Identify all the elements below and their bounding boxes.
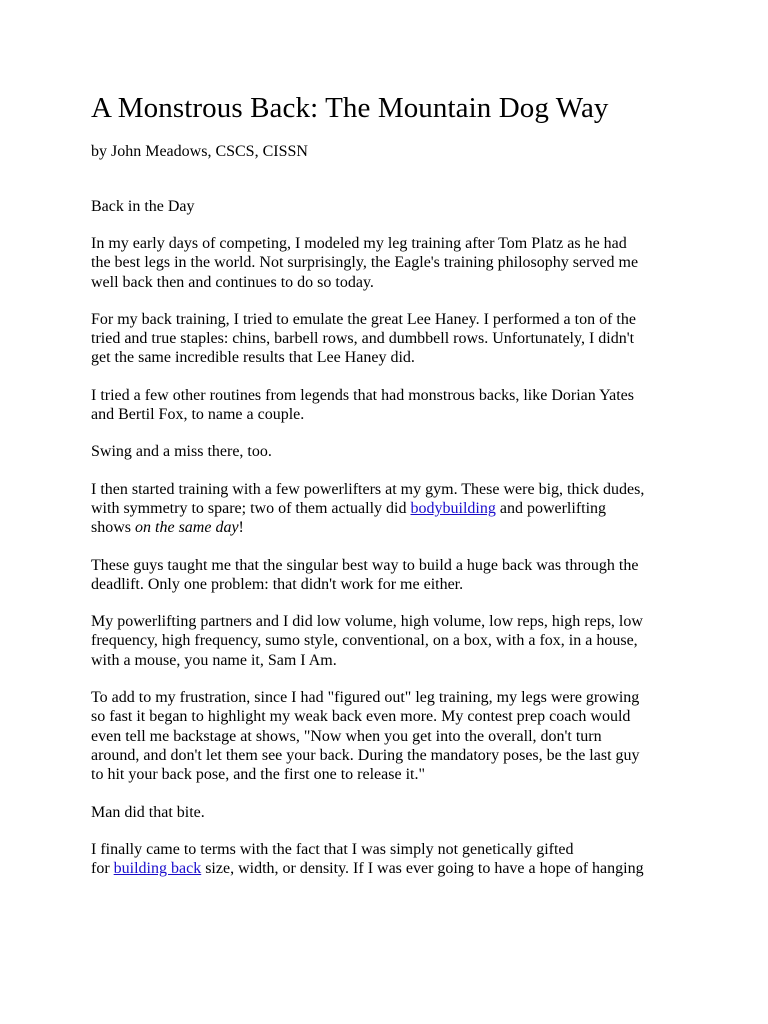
text-line: I finally came to terms with the fact that I was simply not genetically gifted: [91, 840, 574, 858]
text-segment: !: [238, 519, 244, 537]
section-heading: Back in the Day: [91, 198, 195, 215]
text-segment: and powerlifting: [495, 499, 607, 517]
text-line: with a mouse, you name it, Sam I Am.: [91, 651, 337, 669]
text-line: These guys taught me that the singular best way to build a huge back was through the: [91, 556, 639, 574]
text-line: Man did that bite.: [91, 803, 205, 821]
emphasis-text: on the same day: [135, 519, 239, 537]
text-line: get the same incredible results that Lee Haney did.: [91, 349, 415, 367]
paragraph-1: [91, 234, 691, 292]
paragraph-8: [91, 688, 691, 784]
article-title: A Monstrous Back: The Mountain Dog Way: [91, 92, 609, 124]
text-segment: with symmetry to spare; two of them actually did: [91, 499, 411, 517]
paragraph-5: [91, 480, 691, 538]
text-line: to hit your back pose, and the first one to release it.": [91, 766, 425, 784]
text-line: In my early days of competing, I modeled my leg training after Tom Platz as he had: [91, 235, 627, 252]
text-line: My powerlifting partners and I did low volume, high volume, low reps, high reps, low: [91, 613, 643, 631]
bodybuilding-link[interactable]: bodybuilding: [410, 499, 496, 517]
paragraph-2: [91, 310, 691, 368]
text-line: the best legs in the world. Not surprisingly, the Eagle's training philosophy served me: [91, 254, 639, 272]
text-line: I tried a few other routines from legends that had monstrous backs, like Dorian Yates: [91, 386, 634, 404]
text-line: well back then and continues to do so today.: [91, 273, 374, 291]
text-line: and Bertil Fox, to name a couple.: [91, 406, 305, 424]
text-line: even tell me backstage at shows, "Now when you get into the overall, don't turn: [91, 727, 602, 745]
text-line: [91, 518, 691, 537]
text-line: frequency, high frequency, sumo style, conventional, on a box, with a fox, in a house,: [91, 632, 638, 650]
text-segment: shows: [91, 519, 136, 537]
text-segment: size, width, or density. If I was ever going to have a hope of hanging: [201, 860, 644, 878]
text-line: [91, 499, 691, 518]
article: [91, 90, 691, 878]
text-line: around, and don't let them see your back. During the mandatory poses, be the last guy: [91, 746, 640, 764]
paragraph-6: [91, 556, 691, 595]
paragraph-7: [91, 612, 691, 670]
text-line: so fast it began to highlight my weak back even more. My contest prep coach would: [91, 708, 631, 726]
text-line: To add to my frustration, since I had "figured out" leg training, my legs were growing: [91, 689, 640, 707]
paragraph-3: [91, 386, 691, 425]
text-line: tried and true staples: chins, barbell rows, and dumbbell rows. Unfortunately, I didn't: [91, 330, 635, 348]
text-line: I then started training with a few powerlifters at my gym. These were big, thick dudes,: [91, 480, 645, 498]
text-line: deadlift. Only one problem: that didn't work for me either.: [91, 575, 464, 593]
paragraph-4: [91, 442, 691, 461]
text-segment: for: [91, 860, 114, 878]
text-line: [91, 859, 691, 878]
paragraph-10: [91, 840, 691, 879]
article-byline: by John Meadows, CSCS, CISSN: [91, 143, 308, 160]
text-line: Swing and a miss there, too.: [91, 443, 272, 461]
text-line: For my back training, I tried to emulate the great Lee Haney. I performed a ton of the: [91, 310, 636, 328]
paragraph-9: [91, 803, 691, 822]
building-back-link[interactable]: building back: [113, 860, 202, 878]
